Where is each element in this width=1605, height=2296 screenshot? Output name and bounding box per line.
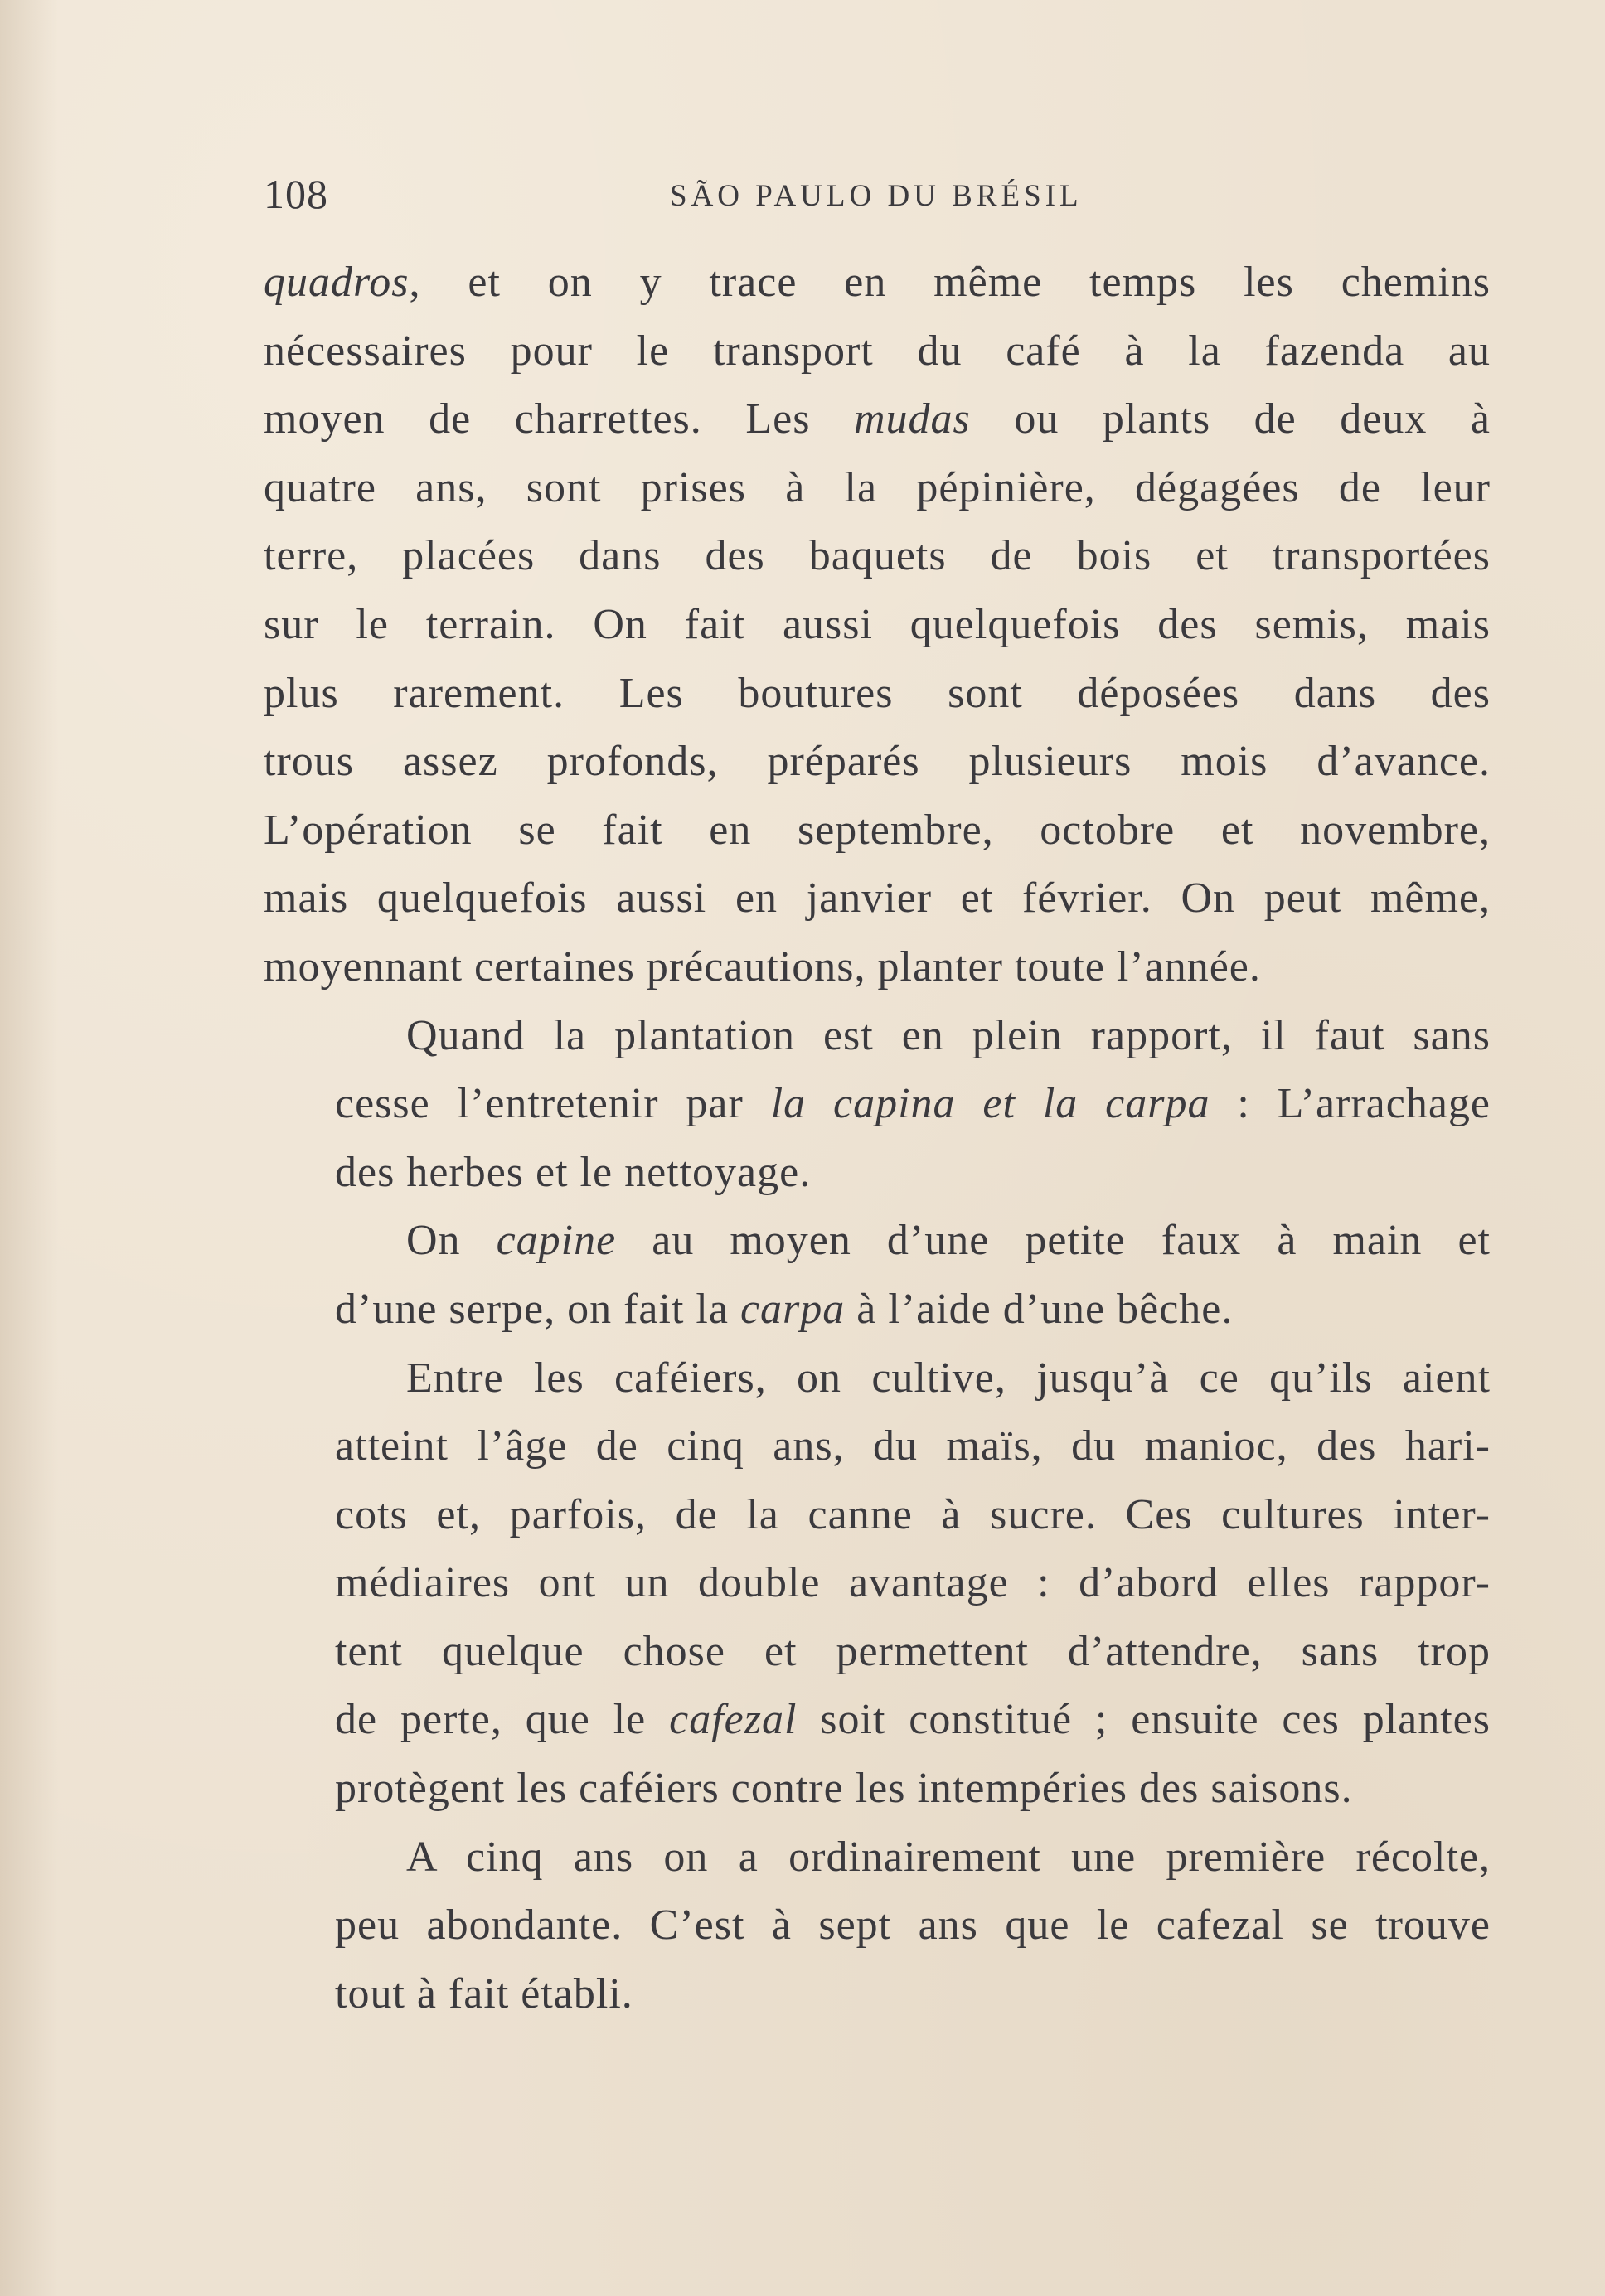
text-run: ou plants de deux à	[970, 395, 1491, 443]
text-run: d’une serpe, on fait la	[335, 1285, 740, 1333]
text-line	[264, 1276, 1491, 1344]
text-line	[264, 728, 1491, 797]
text-run: cesse l’entretenir par	[335, 1080, 771, 1128]
text-run: au moyen d’une petite faux à main et	[616, 1217, 1491, 1265]
italic-term: quadros	[264, 259, 410, 306]
italic-term: cafezal	[669, 1696, 798, 1744]
italic-term: mudas	[853, 395, 971, 443]
paragraph	[264, 1824, 1491, 2029]
text-line	[264, 591, 1491, 660]
italic-term: carpa	[739, 1285, 846, 1333]
text-run: nécessaires pour le transport du café à la fazenda au	[264, 327, 1491, 375]
text-run: On	[406, 1217, 497, 1265]
text-line	[264, 1344, 1491, 1413]
text-run: de perte, que le	[335, 1696, 670, 1744]
text-run: soit constitué ; ensuite ces plantes	[797, 1696, 1491, 1744]
text-run: des herbes et le nettoyage.	[335, 1148, 812, 1196]
text-line	[264, 1070, 1491, 1139]
text-run: trous assez profonds, préparés plusieurs mois d’avance.	[264, 738, 1491, 786]
body-text	[264, 249, 1491, 2028]
text-run: peu abondante. C’est à sept ans que le cafezal se trouve	[335, 1901, 1491, 1950]
paragraph	[264, 1344, 1491, 1824]
text-line	[264, 1207, 1491, 1276]
text-run: tent quelque chose et permettent d’attendre, sans trop	[335, 1627, 1491, 1675]
text-line	[264, 249, 1491, 317]
text-line	[264, 660, 1491, 729]
text-run: mais quelquefois aussi en janvier et février. On peut même,	[264, 874, 1491, 923]
text-line	[264, 865, 1491, 933]
text-line	[264, 522, 1491, 591]
text-run: plus rarement. Les boutures sont déposées dans des	[264, 669, 1491, 717]
text-run: quatre ans, sont prises à la pépinière, dégagées de leur	[264, 463, 1491, 511]
text-run: tout à fait établi.	[335, 1969, 633, 2017]
italic-term: la capina et la carpa	[770, 1080, 1210, 1128]
paragraph	[264, 1207, 1491, 1344]
text-run: à l’aide d’une bêche.	[845, 1285, 1234, 1333]
text-run: protègent les caféiers contre les intempéries des saisons.	[335, 1765, 1353, 1813]
text-run: moyen de charrettes. Les	[264, 395, 854, 443]
text-run: A cinq ans on a ordinairement une première récolte,	[406, 1833, 1491, 1881]
text-run: moyennant certaines précautions, planter toute l’année.	[264, 942, 1261, 991]
text-run: : L’arrachage	[1210, 1080, 1491, 1128]
text-run: Quand la plantation est en plein rapport, il faut sans	[406, 1011, 1491, 1059]
text-line	[264, 1755, 1491, 1824]
text-line	[264, 1960, 1491, 2029]
text-line	[264, 933, 1491, 1002]
text-line	[264, 1892, 1491, 1960]
text-line	[264, 317, 1491, 386]
text-line	[264, 1002, 1491, 1071]
page-gutter-shadow	[0, 0, 58, 2296]
text-line	[264, 1824, 1491, 1892]
text-run: terre, placées dans des baquets de bois et transportées	[264, 532, 1491, 580]
page-header	[264, 170, 1491, 220]
text-line	[264, 1412, 1491, 1481]
text-run: atteint l’âge de cinq ans, du maïs, du manioc, des hari-	[335, 1422, 1491, 1470]
page-number: 108	[264, 171, 328, 217]
italic-term: capine	[496, 1217, 617, 1265]
text-line	[264, 1686, 1491, 1755]
text-line	[264, 385, 1491, 454]
paragraph	[264, 249, 1491, 1002]
running-head: SÃO PAULO DU BRÉSIL	[670, 179, 1083, 213]
text-run: médiaires ont un double avantage : d’abord elles rappor-	[335, 1559, 1491, 1607]
paragraph	[264, 1002, 1491, 1208]
text-run: L’opération se fait en septembre, octobre et novembre,	[264, 806, 1491, 854]
text-line	[264, 1139, 1491, 1208]
text-line	[264, 797, 1491, 865]
text-run: Entre les caféiers, on cultive, jusqu’à ce qu’ils aient	[406, 1354, 1491, 1402]
text-line	[264, 1618, 1491, 1687]
text-line	[264, 1549, 1491, 1618]
text-run: , et on y trace en même temps les chemins	[409, 259, 1491, 306]
text-run: cots et, parfois, de la canne à sucre. Ces cultures inter-	[335, 1490, 1491, 1538]
text-run: sur le terrain. On fait aussi quelquefois des semis, mais	[264, 600, 1491, 648]
text-line	[264, 1481, 1491, 1550]
text-line	[264, 454, 1491, 523]
